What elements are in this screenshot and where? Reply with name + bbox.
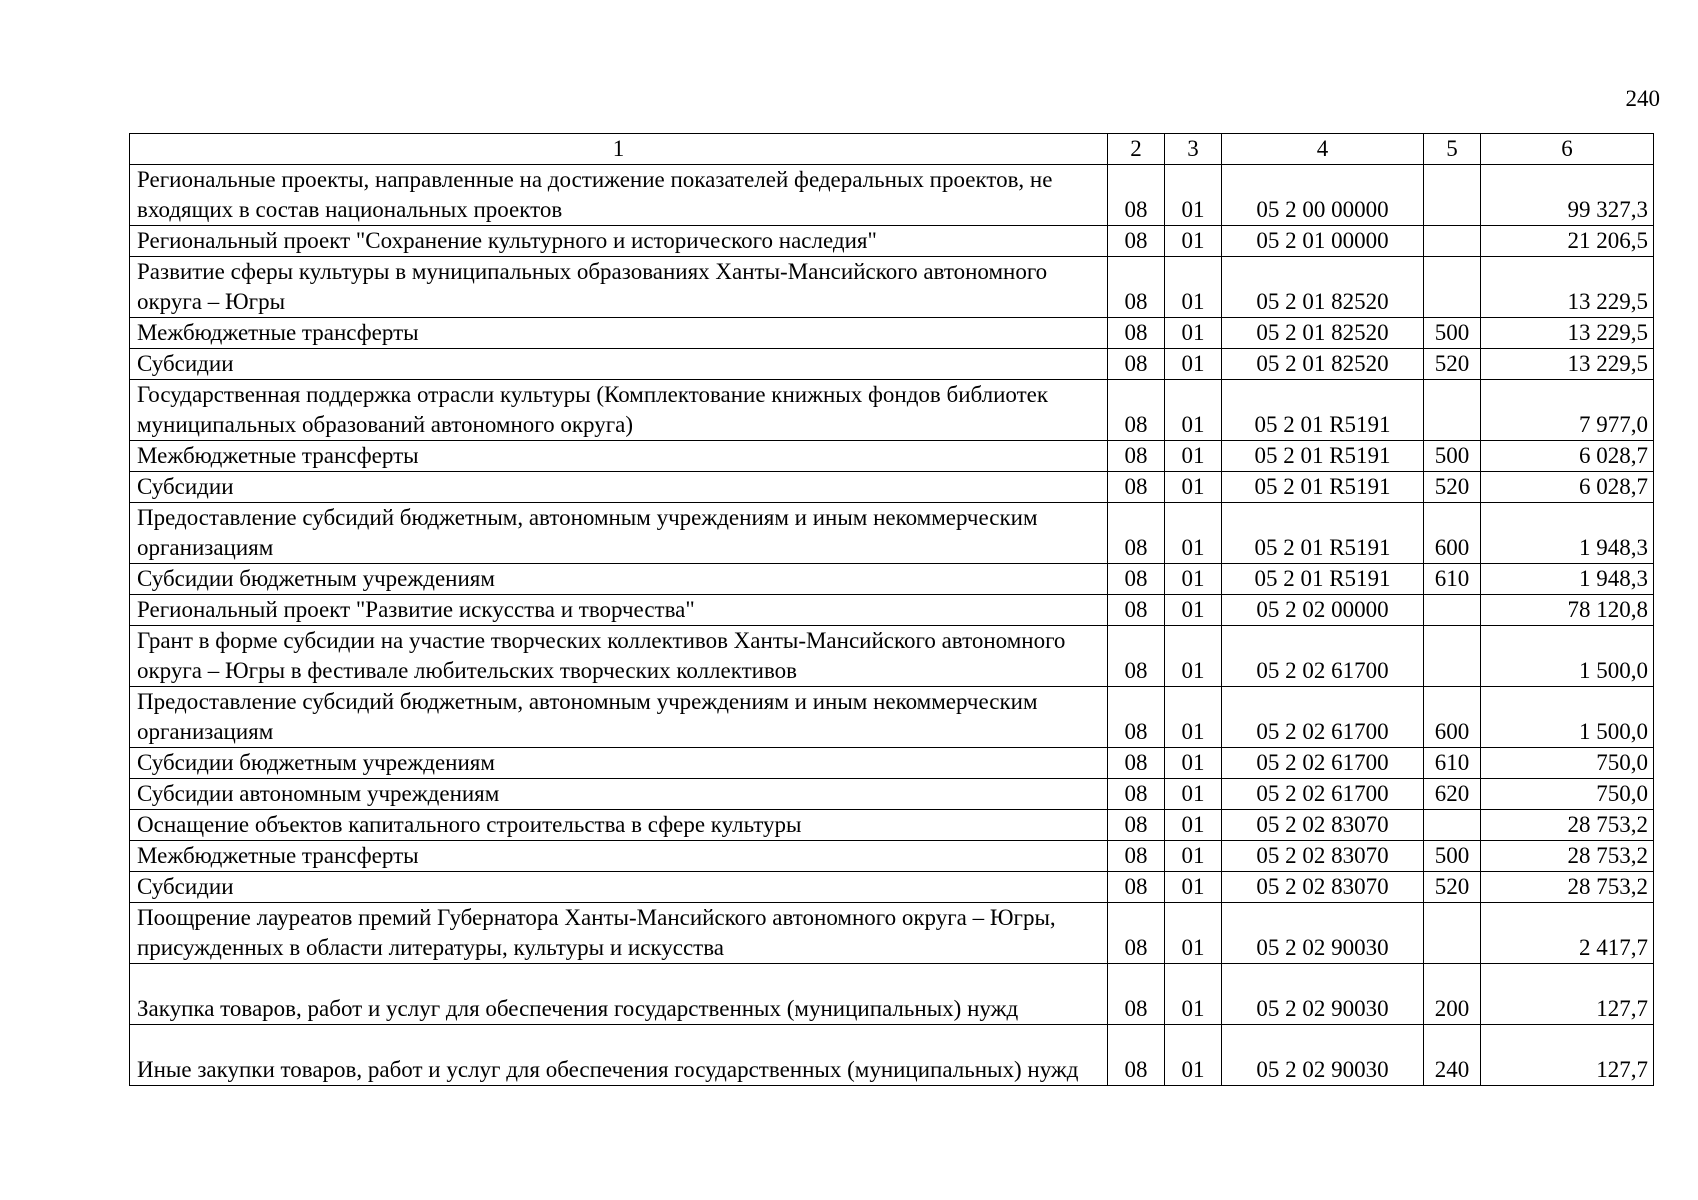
row-subsection: 01 (1165, 872, 1222, 903)
table-row (130, 165, 1654, 226)
row-name: Предоставление субсидий бюджетным, автономным учреждениям и иным некоммерческим организациям (130, 503, 1108, 564)
row-target: 05 2 02 61700 (1222, 748, 1424, 779)
row-section: 08 (1108, 318, 1165, 349)
row-section: 08 (1108, 226, 1165, 257)
row-name: Поощрение лауреатов премий Губернатора Ханты-Мансийского автономного округа – Югры, присужденных в области литературы, культуры и искусства (130, 903, 1108, 964)
row-target: 05 2 02 83070 (1222, 810, 1424, 841)
row-section: 08 (1108, 257, 1165, 318)
row-type (1424, 595, 1481, 626)
row-type (1424, 380, 1481, 441)
table-row (130, 872, 1654, 903)
row-subsection: 01 (1165, 841, 1222, 872)
table-row (130, 903, 1654, 964)
row-section: 08 (1108, 748, 1165, 779)
row-subsection: 01 (1165, 810, 1222, 841)
row-type: 500 (1424, 841, 1481, 872)
row-section: 08 (1108, 810, 1165, 841)
row-name: Межбюджетные трансферты (130, 318, 1108, 349)
row-amount: 13 229,5 (1481, 318, 1654, 349)
row-target: 05 2 01 82520 (1222, 257, 1424, 318)
row-name: Развитие сферы культуры в муниципальных образованиях Ханты-Мансийского автономного округа – Югры (130, 257, 1108, 318)
row-subsection: 01 (1165, 626, 1222, 687)
row-amount: 21 206,5 (1481, 226, 1654, 257)
row-section: 08 (1108, 1025, 1165, 1086)
row-target: 05 2 01 82520 (1222, 349, 1424, 380)
row-section: 08 (1108, 964, 1165, 1025)
row-name: Региональные проекты, направленные на достижение показателей федеральных проектов, не входящих в состав национальных проектов (130, 165, 1108, 226)
table-row (130, 441, 1654, 472)
page-number: 240 (1625, 86, 1660, 111)
row-target: 05 2 02 83070 (1222, 841, 1424, 872)
row-section: 08 (1108, 472, 1165, 503)
row-subsection: 01 (1165, 165, 1222, 226)
row-amount: 1 500,0 (1481, 626, 1654, 687)
row-type: 600 (1424, 503, 1481, 564)
table-row (130, 595, 1654, 626)
row-name: Государственная поддержка отрасли культуры (Комплектование книжных фондов библиотек муниципальных образований автономного округа) (130, 380, 1108, 441)
row-name: Субсидии бюджетным учреждениям (130, 748, 1108, 779)
row-amount: 13 229,5 (1481, 257, 1654, 318)
row-section: 08 (1108, 564, 1165, 595)
table-row (130, 380, 1654, 441)
row-target: 05 2 02 90030 (1222, 903, 1424, 964)
table-row (130, 964, 1654, 1025)
table-row (130, 687, 1654, 748)
row-amount: 99 327,3 (1481, 165, 1654, 226)
table-row (130, 810, 1654, 841)
row-name: Межбюджетные трансферты (130, 841, 1108, 872)
row-target: 05 2 02 90030 (1222, 964, 1424, 1025)
row-target: 05 2 02 00000 (1222, 595, 1424, 626)
table-row (130, 503, 1654, 564)
row-subsection: 01 (1165, 472, 1222, 503)
row-type: 620 (1424, 779, 1481, 810)
column-header-amount: 6 (1481, 134, 1654, 165)
row-target: 05 2 01 R5191 (1222, 503, 1424, 564)
table-row (130, 349, 1654, 380)
row-amount: 28 753,2 (1481, 872, 1654, 903)
table-row (130, 564, 1654, 595)
row-amount: 750,0 (1481, 779, 1654, 810)
row-section: 08 (1108, 779, 1165, 810)
row-name: Субсидии (130, 472, 1108, 503)
column-header-target: 4 (1222, 134, 1424, 165)
row-section: 08 (1108, 841, 1165, 872)
row-target: 05 2 02 61700 (1222, 626, 1424, 687)
row-target: 05 2 01 82520 (1222, 318, 1424, 349)
row-subsection: 01 (1165, 349, 1222, 380)
row-type: 520 (1424, 472, 1481, 503)
row-name: Оснащение объектов капитального строительства в сфере культуры (130, 810, 1108, 841)
row-type: 200 (1424, 964, 1481, 1025)
table-row (130, 748, 1654, 779)
row-section: 08 (1108, 441, 1165, 472)
row-section: 08 (1108, 349, 1165, 380)
row-type: 520 (1424, 872, 1481, 903)
row-target: 05 2 02 90030 (1222, 1025, 1424, 1086)
row-section: 08 (1108, 626, 1165, 687)
row-type: 240 (1424, 1025, 1481, 1086)
row-amount: 1 948,3 (1481, 564, 1654, 595)
row-target: 05 2 01 R5191 (1222, 441, 1424, 472)
row-type: 500 (1424, 441, 1481, 472)
row-amount: 13 229,5 (1481, 349, 1654, 380)
row-amount: 1 948,3 (1481, 503, 1654, 564)
row-subsection: 01 (1165, 564, 1222, 595)
row-amount: 1 500,0 (1481, 687, 1654, 748)
row-target: 05 2 02 83070 (1222, 872, 1424, 903)
row-subsection: 01 (1165, 226, 1222, 257)
row-type (1424, 226, 1481, 257)
table-row (130, 626, 1654, 687)
row-subsection: 01 (1165, 595, 1222, 626)
row-subsection: 01 (1165, 503, 1222, 564)
row-amount: 6 028,7 (1481, 472, 1654, 503)
row-name: Субсидии (130, 349, 1108, 380)
row-amount: 28 753,2 (1481, 841, 1654, 872)
row-amount: 750,0 (1481, 748, 1654, 779)
column-header-type: 5 (1424, 134, 1481, 165)
row-section: 08 (1108, 903, 1165, 964)
table-row (130, 1025, 1654, 1086)
row-type: 500 (1424, 318, 1481, 349)
row-target: 05 2 02 61700 (1222, 687, 1424, 748)
row-name: Закупка товаров, работ и услуг для обеспечения государственных (муниципальных) нужд (130, 964, 1108, 1025)
row-name: Субсидии автономным учреждениям (130, 779, 1108, 810)
row-amount: 2 417,7 (1481, 903, 1654, 964)
row-target: 05 2 00 00000 (1222, 165, 1424, 226)
row-type: 600 (1424, 687, 1481, 748)
row-amount: 78 120,8 (1481, 595, 1654, 626)
row-amount: 127,7 (1481, 964, 1654, 1025)
row-type (1424, 165, 1481, 226)
row-type (1424, 257, 1481, 318)
column-header-name: 1 (130, 134, 1108, 165)
table-row (130, 841, 1654, 872)
table-row (130, 226, 1654, 257)
row-target: 05 2 02 61700 (1222, 779, 1424, 810)
row-name: Межбюджетные трансферты (130, 441, 1108, 472)
row-type (1424, 626, 1481, 687)
row-section: 08 (1108, 872, 1165, 903)
column-header-section: 2 (1108, 134, 1165, 165)
row-type: 610 (1424, 748, 1481, 779)
row-type (1424, 810, 1481, 841)
row-target: 05 2 01 00000 (1222, 226, 1424, 257)
row-amount: 6 028,7 (1481, 441, 1654, 472)
row-name: Предоставление субсидий бюджетным, автономным учреждениям и иным некоммерческим организациям (130, 687, 1108, 748)
row-subsection: 01 (1165, 441, 1222, 472)
row-subsection: 01 (1165, 748, 1222, 779)
row-subsection: 01 (1165, 687, 1222, 748)
row-target: 05 2 01 R5191 (1222, 380, 1424, 441)
row-target: 05 2 01 R5191 (1222, 564, 1424, 595)
row-name: Региональный проект "Развитие искусства и творчества" (130, 595, 1108, 626)
row-subsection: 01 (1165, 964, 1222, 1025)
row-section: 08 (1108, 687, 1165, 748)
row-subsection: 01 (1165, 318, 1222, 349)
budget-table (129, 133, 1654, 1086)
row-subsection: 01 (1165, 779, 1222, 810)
table-header-row (130, 134, 1654, 165)
row-name: Иные закупки товаров, работ и услуг для обеспечения государственных (муниципальных) нужд (130, 1025, 1108, 1086)
row-section: 08 (1108, 595, 1165, 626)
row-section: 08 (1108, 165, 1165, 226)
column-header-subsection: 3 (1165, 134, 1222, 165)
table-row (130, 257, 1654, 318)
row-type: 610 (1424, 564, 1481, 595)
row-type: 520 (1424, 349, 1481, 380)
table-row (130, 779, 1654, 810)
row-name: Субсидии (130, 872, 1108, 903)
table-row (130, 318, 1654, 349)
row-subsection: 01 (1165, 903, 1222, 964)
row-type (1424, 903, 1481, 964)
row-subsection: 01 (1165, 257, 1222, 318)
row-amount: 7 977,0 (1481, 380, 1654, 441)
row-name: Субсидии бюджетным учреждениям (130, 564, 1108, 595)
row-amount: 28 753,2 (1481, 810, 1654, 841)
row-amount: 127,7 (1481, 1025, 1654, 1086)
row-name: Грант в форме субсидии на участие творческих коллективов Ханты-Мансийского автономного округа – Югры в фестивале любительских творческих коллективов (130, 626, 1108, 687)
row-section: 08 (1108, 503, 1165, 564)
row-subsection: 01 (1165, 1025, 1222, 1086)
row-section: 08 (1108, 380, 1165, 441)
row-target: 05 2 01 R5191 (1222, 472, 1424, 503)
row-name: Региональный проект "Сохранение культурного и исторического наследия" (130, 226, 1108, 257)
table-row (130, 472, 1654, 503)
row-subsection: 01 (1165, 380, 1222, 441)
